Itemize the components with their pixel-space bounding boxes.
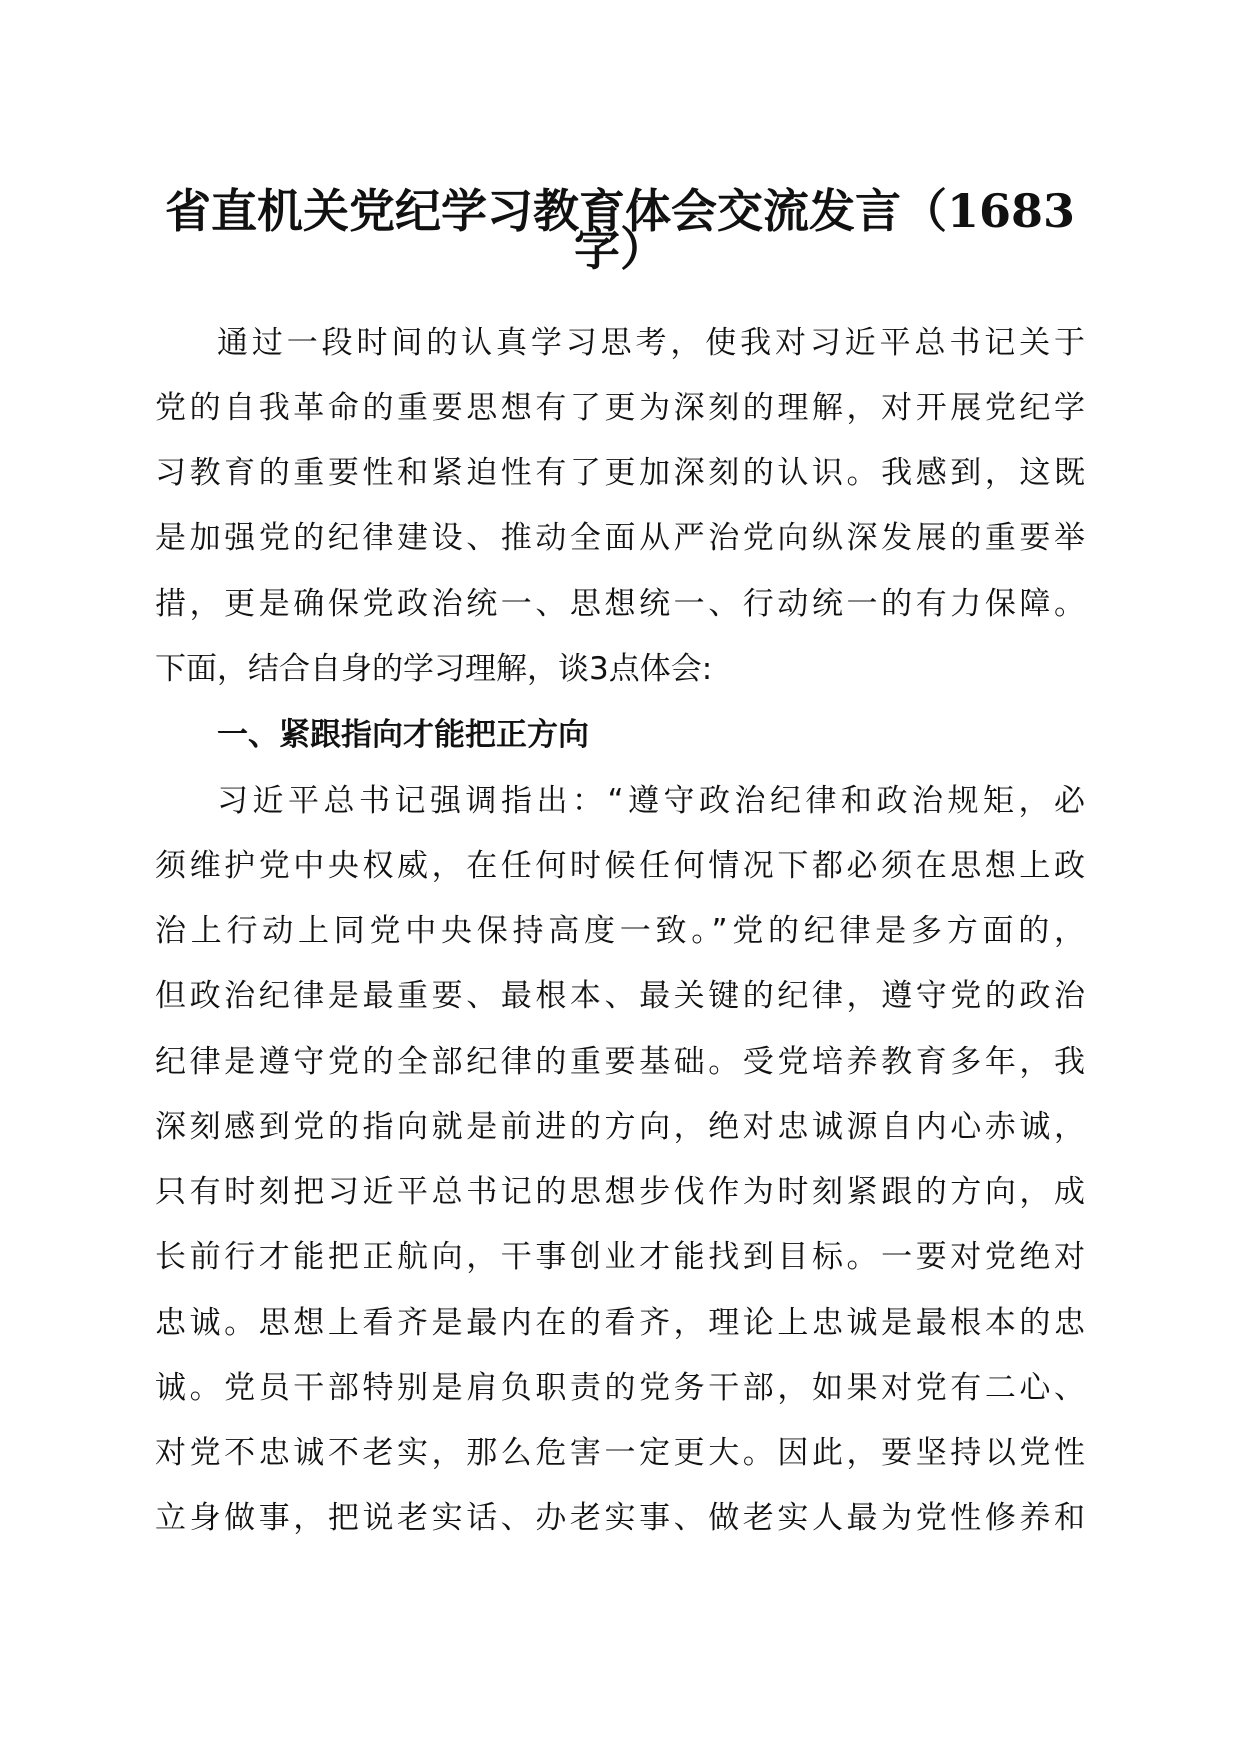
paragraph-2-line-8: 长前行才能把正航向，干事创业才能找到目标。一要对党绝对 — [155, 1239, 1085, 1275]
paragraph-2-line-7: 只有时刻把习近平总书记的思想步伐作为时刻紧跟的方向，成 — [155, 1174, 1085, 1210]
paragraph-2-line-4: 但政治纪律是最重要、最根本、最关键的纪律，遵守党的政治 — [155, 978, 1085, 1014]
document-title-line-2: 字） — [574, 222, 666, 276]
paragraph-1-line-5: 措，更是确保党政治统一、思想统一、行动统一的有力保障。 — [155, 586, 1085, 622]
paragraph-2-line-9: 忠诚。思想上看齐是最内在的看齐，理论上忠诚是最根本的忠 — [155, 1305, 1085, 1341]
paragraph-2-line-11: 对党不忠诚不老实，那么危害一定更大。因此，要坚持以党性 — [155, 1435, 1085, 1471]
paragraph-2-line-6: 深刻感到党的指向就是前进的方向，绝对忠诚源自内心赤诚， — [155, 1109, 1085, 1145]
section-heading-1: 一、紧跟指向才能把正方向 — [217, 717, 589, 753]
paragraph-1-line-2: 党的自我革命的重要思想有了更为深刻的理解，对开展党纪学 — [155, 390, 1085, 426]
paragraph-1-line-4: 是加强党的纪律建设、推动全面从严治党向纵深发展的重要举 — [155, 520, 1085, 556]
paragraph-2-line-10: 诚。党员干部特别是肩负职责的党务干部，如果对党有二心、 — [155, 1370, 1085, 1406]
paragraph-1-line-6: 下面，结合自身的学习理解，谈3点体会: — [155, 651, 713, 687]
paragraph-2-line-3: 治上行动上同党中央保持高度一致。”党的纪律是多方面的， — [155, 913, 1085, 949]
paragraph-2-line-5: 纪律是遵守党的全部纪律的重要基础。受党培养教育多年，我 — [155, 1044, 1085, 1080]
paragraph-2-line-1: 习近平总书记强调指出：“遵守政治纪律和政治规矩，必 — [217, 783, 1085, 819]
paragraph-1-line-1: 通过一段时间的认真学习思考，使我对习近平总书记关于 — [217, 325, 1085, 361]
paragraph-1-line-3: 习教育的重要性和紧迫性有了更加深刻的认识。我感到，这既 — [155, 455, 1085, 491]
paragraph-2-line-12: 立身做事，把说老实话、办老实事、做老实人最为党性修养和 — [155, 1500, 1085, 1536]
paragraph-2-line-2: 须维护党中央权威，在任何时候任何情况下都必须在思想上政 — [155, 848, 1085, 884]
document-title-line-1: 省直机关党纪学习教育体会交流发言（1683 — [164, 184, 1076, 238]
